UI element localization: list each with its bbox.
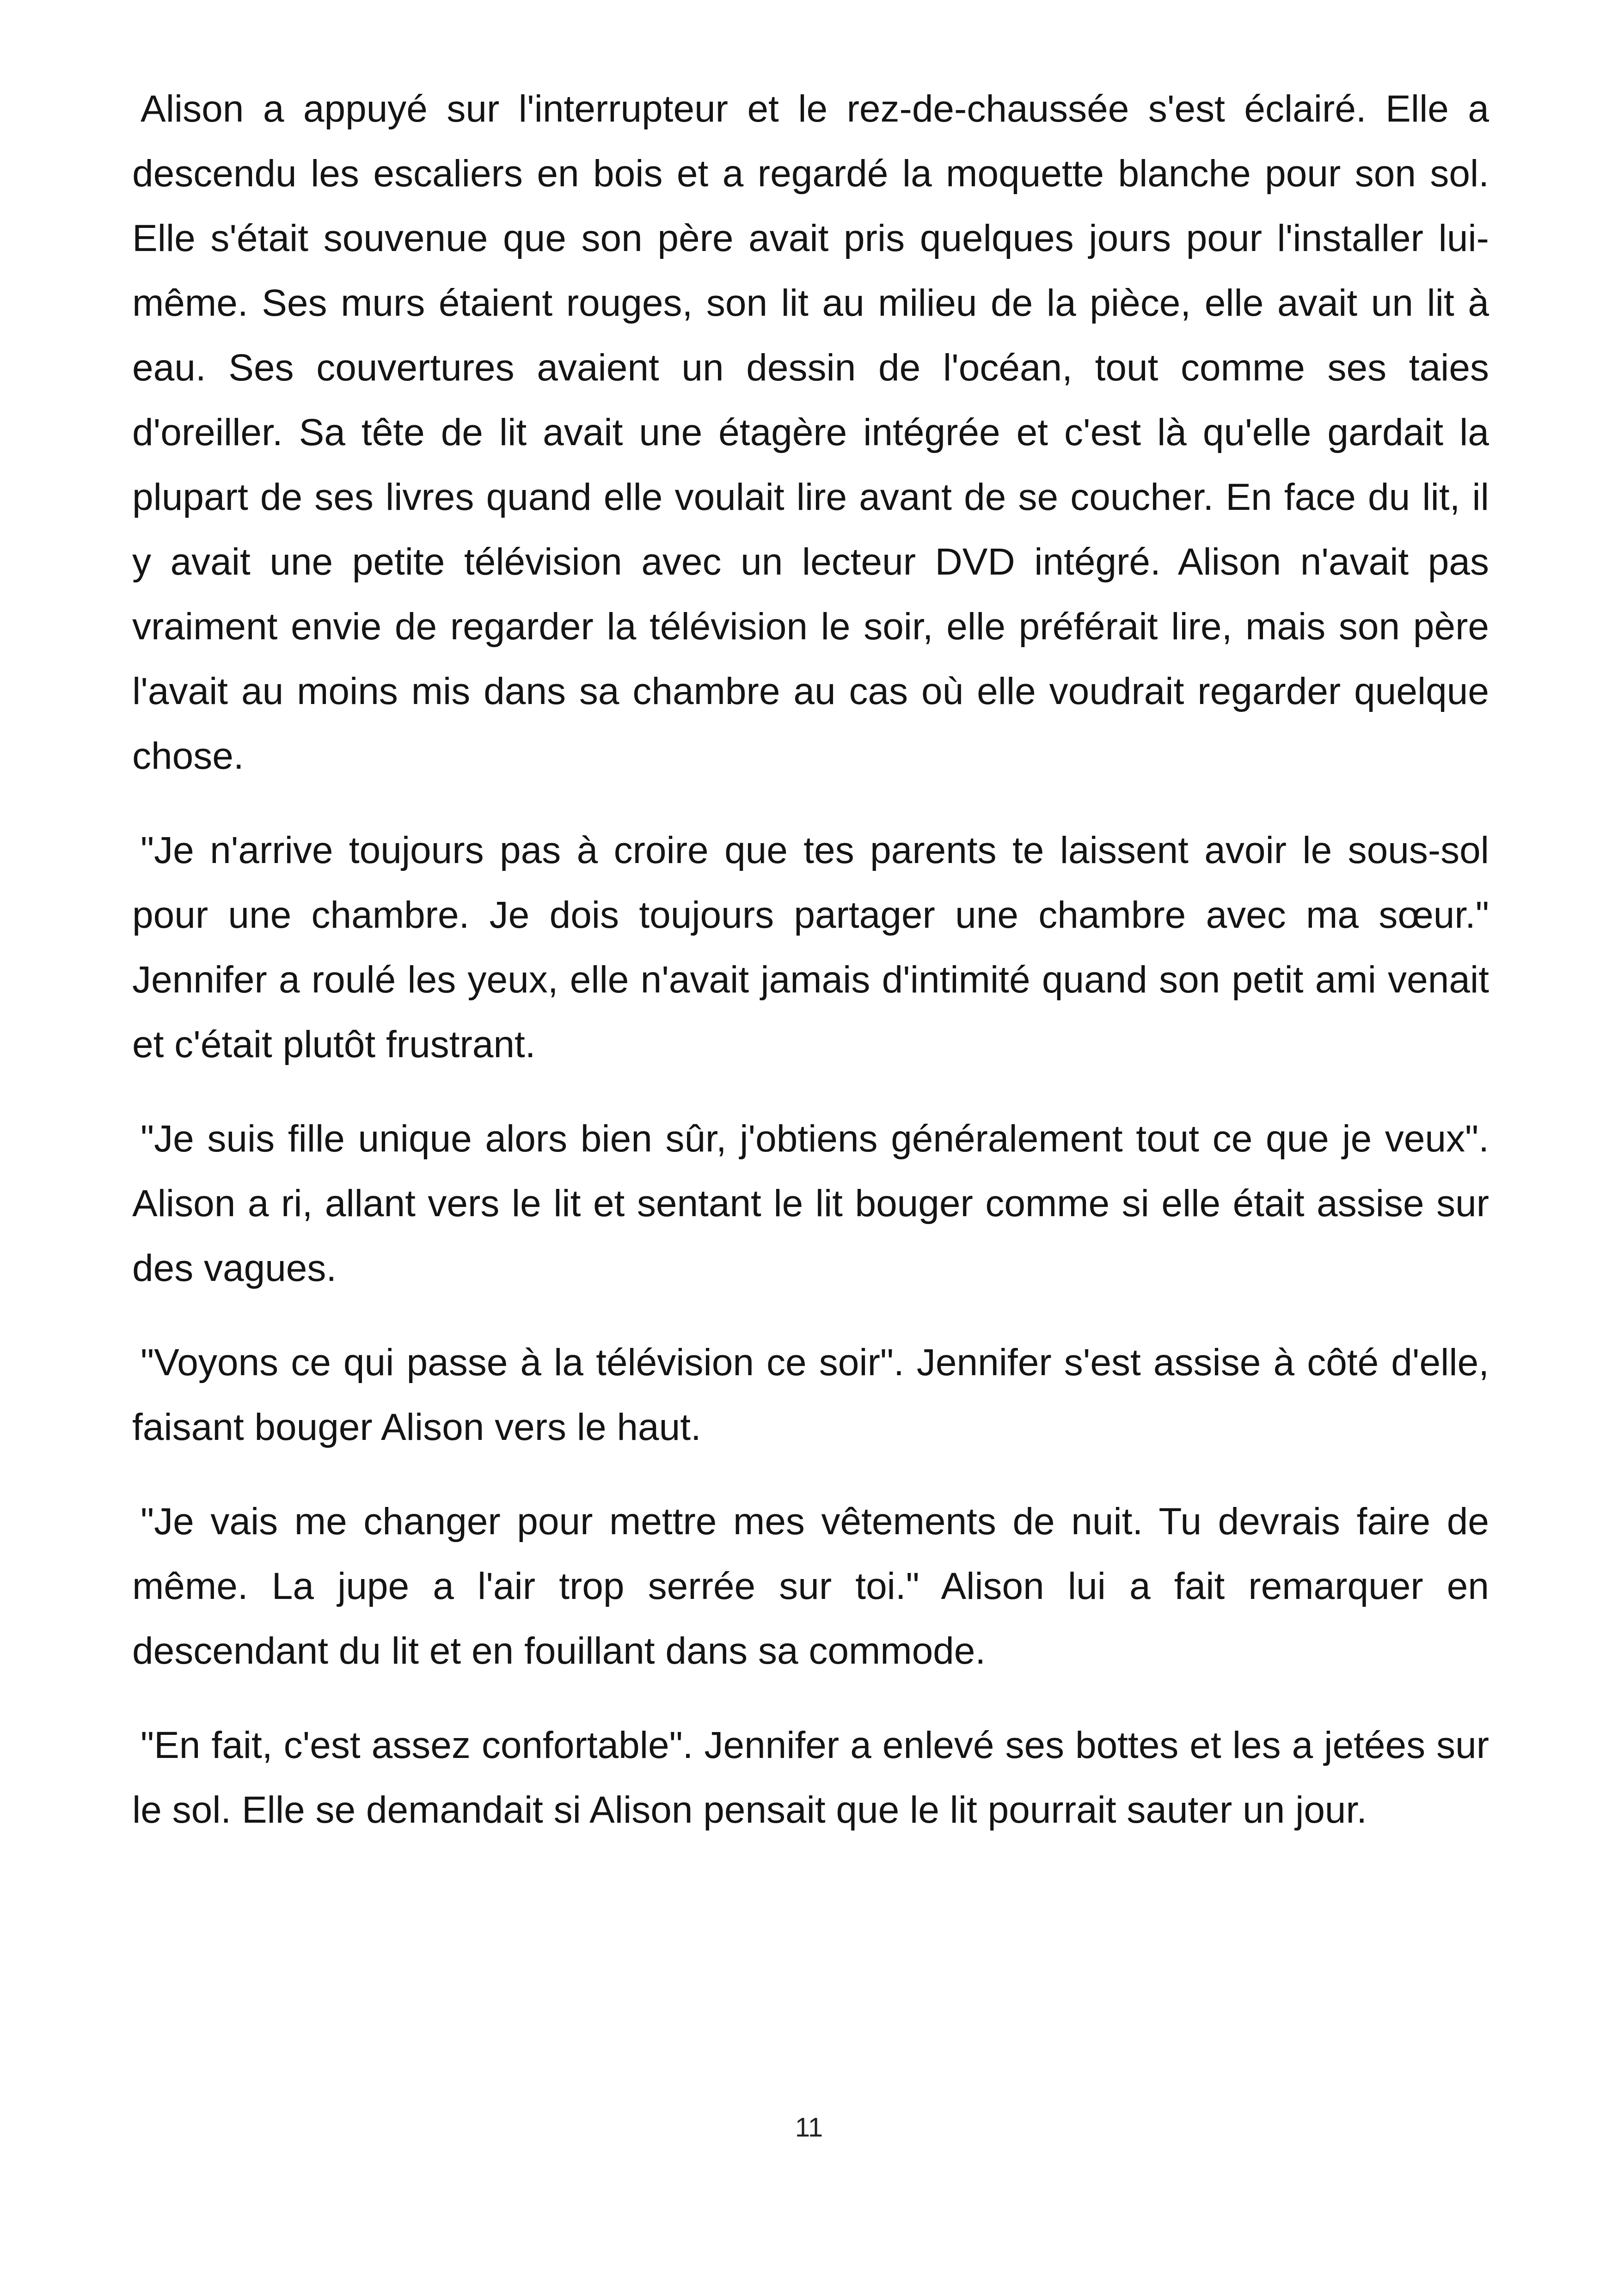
paragraph-3: "Je suis fille unique alors bien sûr, j'obtiens généralement tout ce que je veux". Alison a ri, allant vers le lit et sentant le lit bouger comme si elle était assise sur des vagues. — [132, 1118, 1489, 1289]
paragraph-4: "Voyons ce qui passe à la télévision ce soir". Jennifer s'est assise à côté d'elle, faisant bouger Alison vers le haut. — [132, 1341, 1489, 1448]
paragraph-6: "En fait, c'est assez confortable". Jennifer a enlevé ses bottes et les a jetées sur le sol. Elle se demandait si Alison pensait que le lit pourrait sauter un jour. — [132, 1724, 1489, 1831]
document-body — [132, 77, 1489, 1872]
paragraph-1: Alison a appuyé sur l'interrupteur et le rez-de-chaussée s'est éclairé. Elle a descendu les escaliers en bois et a regardé la moquette blanche pour son sol. Elle s'était souvenue que son père avait pris quelques jours pour l'installer lui-même. Ses murs étaient rouges, son lit au milieu de la pièce, elle avait un lit à eau. Ses couvertures avaient un dessin de l'océan, tout comme ses taies d'oreiller. Sa tête de lit avait une étagère intégrée et c'est là qu'elle gardait la plupart de ses livres quand elle voulait lire avant de se coucher. En face du lit, il y avait une petite télévision avec un lecteur DVD intégré. Alison n'avait pas vraiment envie de regarder la télévision le soir, elle préférait lire, mais son père l'avait au moins mis dans sa chambre au cas où elle voudrait regarder quelque chose. — [132, 88, 1489, 777]
paragraph-5: "Je vais me changer pour mettre mes vêtements de nuit. Tu devrais faire de même. La jupe a l'air trop serrée sur toi." Alison lui a fait remarquer en descendant du lit et en fouillant dans sa commode. — [132, 1500, 1489, 1672]
paragraph-2: "Je n'arrive toujours pas à croire que tes parents te laissent avoir le sous-sol pour une chambre. Je dois toujours partager une chambre avec ma sœur." Jennifer a roulé les yeux, elle n'avait jamais d'intimité quand son petit ami venait et c'était plutôt frustrant. — [132, 829, 1489, 1065]
page-number: 11 — [795, 2112, 823, 2143]
